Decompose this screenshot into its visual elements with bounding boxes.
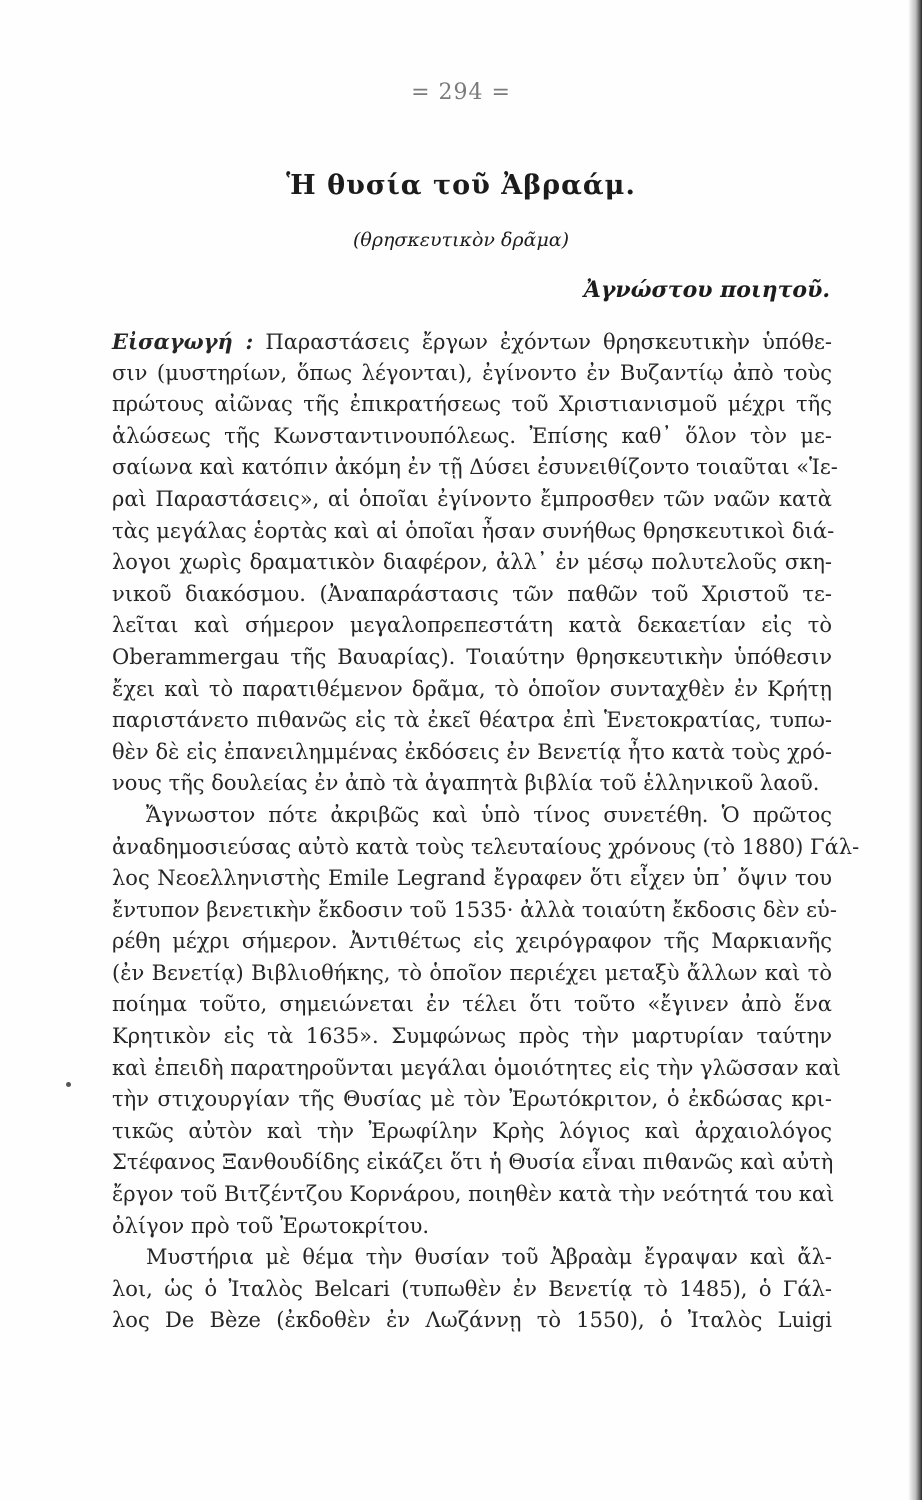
margin-mark	[66, 1082, 71, 1087]
text-line: ἔντυπον βενετικὴν ἔκδοσιν τοῦ 1535· ἀλλὰ τοιαύτη ἔκδοσις δὲν εὑ-	[112, 897, 837, 922]
text-line: Oberammergau τῆς Βαυαρίας). Τοιαύτην θρησκευτικὴν ὑπόθεσιν	[112, 644, 832, 669]
text-line: ὀλίγον πρὸ τοῦ Ἐρωτοκρίτου.	[112, 1213, 430, 1238]
text-line: ἀναδημοσιεύσας αὐτὸ κατὰ τοὺς τελευταίους χρόνους (τὸ 1880) Γάλ-	[112, 834, 860, 859]
text-line: νους τῆς δουλείας ἐν ἀπὸ τὰ ἀγαπητὰ βιβλία τοῦ ἑλληνικοῦ λαοῦ.	[112, 771, 820, 796]
text-line: Μυστήρια μὲ θέμα τὴν θυσίαν τοῦ Ἀβραὰμ ἔγραψαν καὶ ἄλ-	[146, 1245, 832, 1270]
text-line: λος Νεοελληνιστὴς Emile Legrand ἔγραφεν ὅτι εἶχεν ὑπ᾽ ὄψιν του	[112, 866, 832, 891]
text-line: ρέθη μέχρι σήμερον. Ἀντιθέτως εἰς χειρόγραφον τῆς Μαρκιανῆς	[112, 929, 832, 954]
text-line: νικοῦ διακόσμου. (Ἀναπαράστασις τῶν παθῶν τοῦ Χριστοῦ τε-	[112, 581, 832, 606]
text-line: λεῖται καὶ σήμερον μεγαλοπρεπεστάτη κατὰ δεκαετίαν εἰς τὸ	[112, 613, 832, 638]
page-edge-shadow	[908, 0, 922, 1500]
text-line: ραὶ Παραστάσεις», αἱ ὁποῖαι ἐγίνοντο ἔμπροσθεν τῶν ναῶν κατὰ	[112, 486, 832, 511]
text-line: τὰς μεγάλας ἑορτὰς καὶ αἱ ὁποῖαι ἦσαν συνήθως θρησκευτικοὶ διά-	[112, 518, 835, 543]
text-line: (ἐν Βενετίᾳ) Βιβλιοθήκης, τὸ ὁποῖον περιέχει μεταξὺ ἄλλων καὶ τὸ	[112, 960, 832, 985]
body-text	[112, 326, 860, 1337]
text-line: λοι, ὡς ὁ Ἰταλὸς Belcari (τυπωθὲν ἐν Βενετίᾳ τὸ 1485), ὁ Γάλ-	[112, 1276, 832, 1301]
text-line: ἔχει καὶ τὸ παρατιθέμενον δρᾶμα, τὸ ὁποῖον συνταχθὲν ἐν Κρήτῃ	[112, 676, 832, 701]
text-line: Στέφανος Ξανθουδίδης εἰκάζει ὅτι ἡ Θυσία εἶναι πιθανῶς καὶ αὐτὴ	[112, 1150, 834, 1175]
page-subtitle: (θρησκευτικὸν δρᾶμα)	[352, 229, 570, 251]
text-line: τικῶς αὐτὸν καὶ τὴν Ἐρωφίλην Κρὴς λόγιος καὶ ἀρχαιολόγος	[112, 1118, 832, 1143]
text-line: παριστάνετο πιθανῶς εἰς τὰ ἐκεῖ θέατρα ἐπὶ Ἑνετοκρατίας, τυπω-	[112, 708, 832, 733]
page-number: = 294 =	[411, 80, 511, 105]
text-line	[112, 326, 832, 358]
text-line: Ἄγνωστον πότε ἀκριβῶς καὶ ὑπὸ τίνος συνετέθη. Ὁ πρῶτος	[146, 802, 832, 827]
text-line: λος De Bèze (ἐκδοθὲν ἐν Λωζάννῃ τὸ 1550), ὁ Ἰταλὸς Luigi	[112, 1308, 832, 1333]
author-attribution: Ἀγνώστου ποιητοῦ.	[583, 277, 830, 303]
text-line: καὶ ἐπειδὴ παρατηροῦνται μεγάλαι ὁμοιότητες εἰς τὴν γλῶσσαν καὶ	[112, 1055, 841, 1080]
text-line: λογοι χωρὶς δραματικὸν διαφέρον, ἀλλ᾽ ἐν μέσῳ πολυτελοῦς σκη-	[112, 550, 832, 575]
text-line: πρώτους αἰῶνας τῆς ἐπικρατήσεως τοῦ Χριστιανισμοῦ μέχρι τῆς	[112, 392, 832, 417]
intro-first-line: Παραστάσεις ἔργων ἐχόντων θρησκευτικὴν ὑπόθε-	[253, 330, 832, 354]
page-title: Ἡ θυσία τοῦ Ἀβραάμ.	[286, 170, 636, 201]
intro-label: Εἰσαγωγή :	[112, 329, 254, 354]
text-line: σιν (μυστηρίων, ὅπως λέγονται), ἐγίνοντο ἐν Βυζαντίῳ ἀπὸ τοὺς	[112, 360, 832, 385]
text-line: ποίημα τοῦτο, σημειώνεται ἐν τέλει ὅτι τοῦτο «ἔγινεν ἀπὸ ἕνα	[112, 992, 832, 1017]
text-line: ἁλώσεως τῆς Κωνσταντινουπόλεως. Ἐπίσης καθ᾽ ὅλον τὸν με-	[112, 423, 832, 448]
text-line: ἔργον τοῦ Βιτζέντζου Κορνάρου, ποιηθὲν κατὰ τὴν νεότητά του καὶ	[112, 1182, 835, 1207]
text-line: σαίωνα καὶ κατόπιν ἀκόμη ἐν τῇ Δύσει ἐσυνειθίζοντο τοιαῦται «Ἱε-	[112, 455, 838, 480]
text-line: θὲν δὲ εἰς ἐπανειλημμένας ἐκδόσεις ἐν Βενετίᾳ ἦτο κατὰ τοὺς χρό-	[112, 739, 832, 764]
text-line: Κρητικὸν εἰς τὰ 1635». Συμφώνως πρὸς τὴν μαρτυρίαν ταύτην	[112, 1024, 832, 1049]
text-line: τὴν στιχουργίαν τῆς Θυσίας μὲ τὸν Ἐρωτόκριτον, ὁ ἐκδώσας κρι-	[112, 1087, 832, 1112]
